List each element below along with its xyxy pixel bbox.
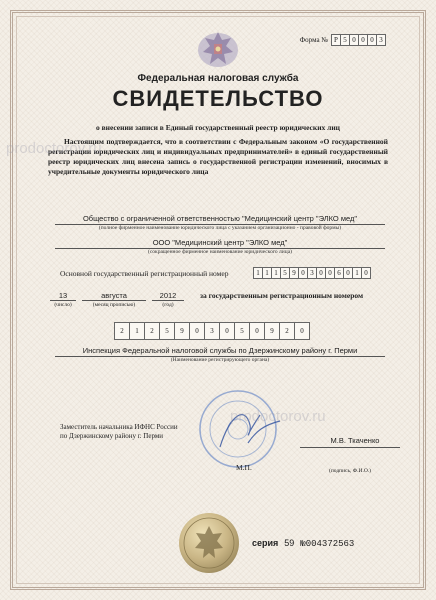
grn-cell: 2: [114, 322, 130, 340]
ogrn-cell: 3: [307, 267, 317, 279]
ogrn-cell: 1: [253, 267, 263, 279]
grn-cell: 2: [144, 322, 160, 340]
ogrn-cell: 0: [361, 267, 371, 279]
grn-cell: 0: [249, 322, 265, 340]
signatory-position-line2: по Дзержинскому району г. Перми: [60, 432, 164, 440]
date-month-caption: (месяц прописью): [92, 302, 136, 308]
signatory-position-line1: Заместитель начальника ИФНС России: [60, 423, 178, 431]
form-code-cells: [332, 34, 386, 46]
date-year-caption: (год): [162, 302, 174, 308]
entity-full-name: Общество с ограниченной ответственностью "Медицинский центр "ЭЛКО мед": [55, 214, 385, 225]
grn-cell: 5: [159, 322, 175, 340]
entity-short-name-caption: (сокращенное фирменное наименование юридического лица): [148, 249, 292, 255]
form-code-cell: 0: [358, 34, 368, 46]
grn-cell: 9: [264, 322, 280, 340]
signatory-name: М.В. Ткаченко: [330, 436, 380, 445]
signature-caption: (подпись, Ф.И.О.): [329, 468, 371, 474]
date-day-caption: (число): [54, 302, 72, 308]
form-number: [300, 34, 386, 46]
ogrn-cell: 0: [325, 267, 335, 279]
coat-of-arms-icon: [193, 26, 243, 70]
date-day: 13: [50, 291, 76, 301]
ogrn-cell: 9: [289, 267, 299, 279]
form-code-cell: 5: [340, 34, 350, 46]
grn-cell: 2: [279, 322, 295, 340]
ogrn-label: Основной государственный регистрационный номер: [60, 269, 229, 278]
grn-cell: 1: [129, 322, 145, 340]
entity-full-name-caption: (полное фирменное наименование юридического лица с указанием организационно - правовой формы): [98, 225, 342, 231]
seal-place-label: М.П.: [236, 463, 252, 472]
registration-date-row: [50, 291, 390, 313]
ogrn-cell: 0: [298, 267, 308, 279]
entity-short-name: ООО "Медицинский центр "ЭЛКО мед": [55, 238, 385, 249]
ogrn-cell: 5: [280, 267, 290, 279]
blue-stamp-icon: [190, 385, 290, 473]
series-block: [252, 538, 354, 549]
ogrn-number-cells: [254, 267, 371, 279]
grn-cell: 0: [219, 322, 235, 340]
grn-label: за государственным регистрационным номером: [200, 291, 364, 300]
service-name: Федеральная налоговая служба: [137, 73, 299, 84]
confirmation-text: Настоящим подтверждается, что в соответствии с Федеральным законом «О государственной регистрации юридических лиц и индивидуальных предпринимателей» в единый государственный реестр юридических лиц внесена запись о государственной регистрации изменений, вносимых в учредительные документы юридического лица: [48, 137, 388, 176]
watermark-bottom: prodoctorov.ru: [230, 408, 326, 425]
grn-cell: 3: [204, 322, 220, 340]
series-number: №004372563: [300, 539, 355, 549]
form-code-cell: Р: [331, 34, 341, 46]
signature-line: [300, 447, 400, 448]
date-month: августа: [82, 291, 146, 301]
ogrn-cell: 1: [352, 267, 362, 279]
watermark-top: prodoctorov.ru: [6, 140, 102, 157]
series-value: 59: [284, 538, 295, 548]
grn-cell: 0: [189, 322, 205, 340]
date-year: 2012: [152, 291, 184, 301]
form-label: Форма №: [299, 36, 328, 44]
ogrn-cell: 1: [271, 267, 281, 279]
document-title: СВИДЕТЕЛЬСТВО: [112, 86, 324, 111]
authority-caption: (Наименование регистрирующего органа): [170, 357, 270, 363]
form-code-cell: 0: [349, 34, 359, 46]
ogrn-cell: 0: [343, 267, 353, 279]
ogrn-cell: 6: [334, 267, 344, 279]
grn-number-cells: [115, 322, 310, 340]
series-label: серия: [252, 538, 279, 548]
ogrn-cell: 1: [262, 267, 272, 279]
form-code-cell: 3: [376, 34, 386, 46]
grn-cell: 0: [294, 322, 310, 340]
ogrn-cell: 0: [316, 267, 326, 279]
grn-cell: 9: [174, 322, 190, 340]
authority-name: Инспекция Федеральной налоговой службы по Дзержинскому району г. Перми: [55, 346, 385, 357]
document-subtitle: о внесении записи в Единый государственный реестр юридических лиц: [95, 123, 341, 132]
signatory-position: [60, 423, 178, 441]
grn-cell: 5: [234, 322, 250, 340]
hologram-seal-icon: [178, 512, 240, 574]
form-code-cell: 0: [367, 34, 377, 46]
